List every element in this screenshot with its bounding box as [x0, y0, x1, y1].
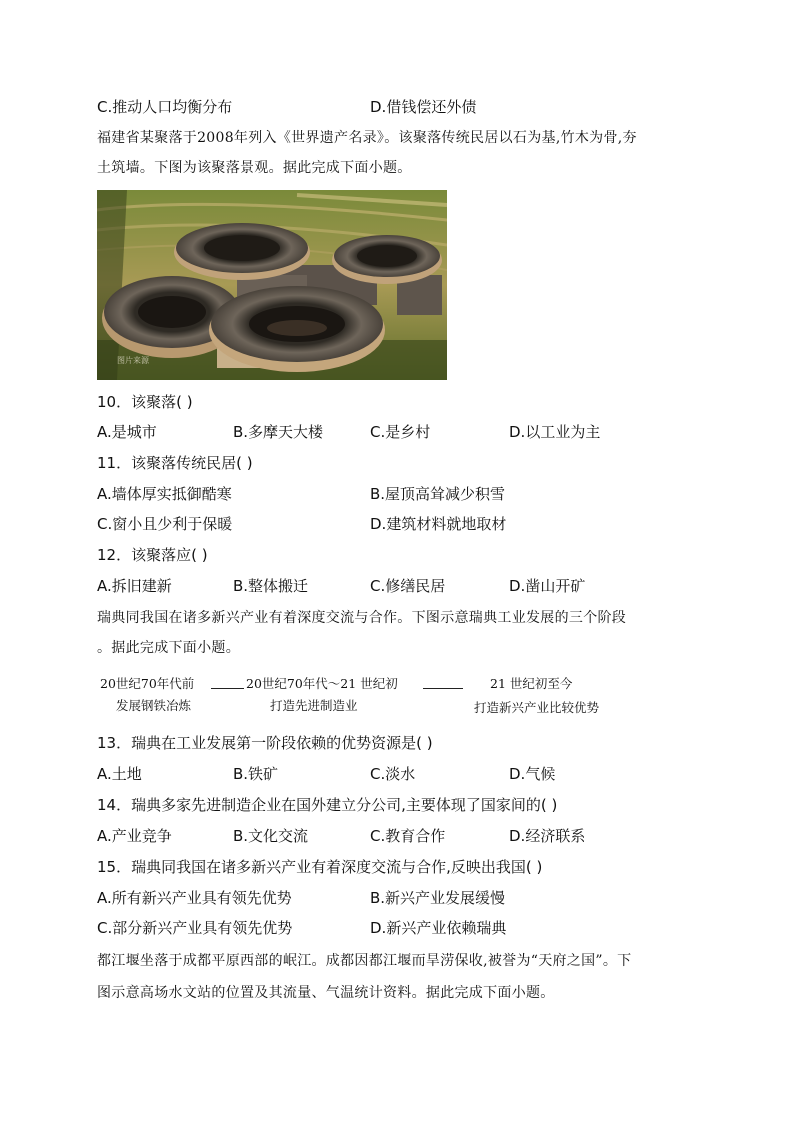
- intro-2-line-2: 。据此完成下面小题。: [97, 640, 240, 656]
- q10-option-d: D.以工业为主: [509, 423, 601, 441]
- intro-3-line-1: 都江堰坐落于成都平原西部的岷江。成都因都江堰而旱涝保收,被誉为“天府之国”。下: [97, 953, 632, 969]
- q13-option-a: A.土地: [97, 765, 142, 783]
- tulou-photo: [97, 190, 447, 380]
- q15-option-a: A.所有新兴产业具有领先优势: [97, 889, 292, 907]
- stage-1-period: 20世纪70年代前: [100, 676, 195, 691]
- q11-stem: 11．该聚落传统民居( ): [97, 454, 253, 472]
- intro-1-line-2: 土筑墙。下图为该聚落景观。据此完成下面小题。: [97, 160, 412, 176]
- q12-option-d: D.凿山开矿: [509, 577, 586, 595]
- q9-option-d: D.借钱偿还外债: [370, 98, 477, 116]
- timeline-connector-1: [211, 688, 244, 689]
- q15-option-c: C.部分新兴产业具有领先优势: [97, 919, 293, 937]
- stage-3-period: 21 世纪初至今: [490, 676, 573, 691]
- q13-option-d: D.气候: [509, 765, 556, 783]
- q14-option-c: C.教育合作: [370, 827, 446, 845]
- q11-option-d: D.建筑材料就地取材: [370, 515, 507, 533]
- stage-2-desc: 打造先进制造业: [270, 698, 358, 713]
- q10-stem: 10．该聚落( ): [97, 393, 193, 411]
- q15-option-b: B.新兴产业发展缓慢: [370, 889, 506, 907]
- q10-option-b: B.多摩天大楼: [233, 423, 324, 441]
- intro-2-line-1: 瑞典同我国在诸多新兴产业有着深度交流与合作。下图示意瑞典工业发展的三个阶段: [97, 610, 627, 626]
- stage-1-desc: 发展钢铁冶炼: [116, 698, 192, 713]
- q15-stem: 15．瑞典同我国在诸多新兴产业有着深度交流与合作,反映出我国( ): [97, 858, 543, 876]
- q10-option-a: A.是城市: [97, 423, 157, 441]
- q12-option-b: B.整体搬迁: [233, 577, 309, 595]
- q12-stem: 12．该聚落应( ): [97, 546, 208, 564]
- q13-option-b: B.铁矿: [233, 765, 279, 783]
- q11-option-a: A.墙体厚实抵御酷寒: [97, 485, 232, 503]
- q12-option-a: A.拆旧建新: [97, 577, 172, 595]
- q9-option-c: C.推动人口均衡分布: [97, 98, 233, 116]
- q14-option-a: A.产业竞争: [97, 827, 172, 845]
- intro-1-line-1: 福建省某聚落于2008年列入《世界遗产名录》。该聚落传统民居以石为基,竹木为骨,夯: [97, 130, 637, 146]
- q11-option-b: B.屋顶高耸减少积雪: [370, 485, 506, 503]
- intro-3-line-2: 图示意高场水文站的位置及其流量、气温统计资料。据此完成下面小题。: [97, 985, 555, 1001]
- q13-stem: 13．瑞典在工业发展第一阶段依赖的优势资源是( ): [97, 734, 433, 752]
- q11-option-c: C.窗小且少利于保暖: [97, 515, 233, 533]
- q13-option-c: C.淡水: [370, 765, 416, 783]
- photo-caption: 图片来源: [117, 356, 149, 365]
- q12-option-c: C.修缮民居: [370, 577, 446, 595]
- q10-option-c: C.是乡村: [370, 423, 431, 441]
- timeline-connector-2: [423, 688, 463, 689]
- stage-2-period: 20世纪70年代～21 世纪初: [246, 676, 398, 691]
- stage-3-desc: 打造新兴产业比较优势: [474, 700, 600, 715]
- q14-stem: 14．瑞典多家先进制造企业在国外建立分公司,主要体现了国家间的( ): [97, 796, 558, 814]
- q14-option-d: D.经济联系: [509, 827, 586, 845]
- q14-option-b: B.文化交流: [233, 827, 309, 845]
- q15-option-d: D.新兴产业依赖瑞典: [370, 919, 507, 937]
